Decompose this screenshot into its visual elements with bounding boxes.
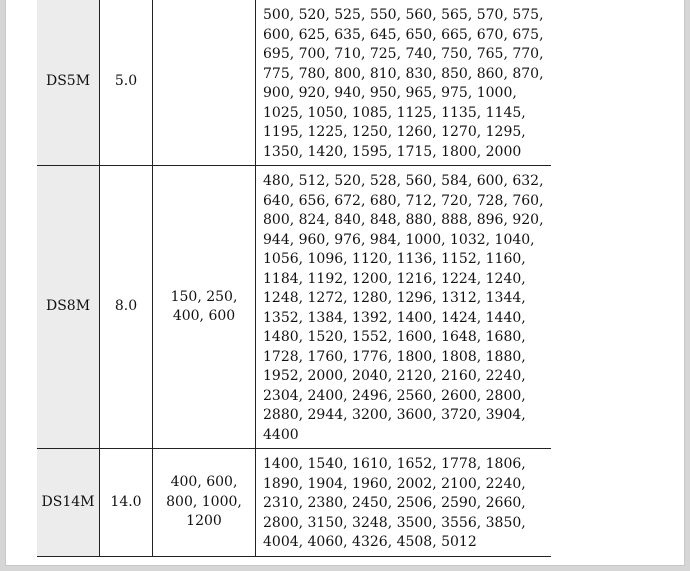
pitch-cell: 14.0 [100, 449, 153, 557]
width-cell: 400, 600, 800, 1000, 1200 [153, 449, 256, 557]
document-page [5, 0, 685, 566]
pitch-cell: 5.0 [100, 0, 153, 166]
table-row [37, 166, 551, 449]
lengths-cell: 500, 520, 525, 550, 560, 565, 570, 575, 600, 625, 635, 645, 650, 665, 670, 675, 695, 700, 710, 725, 740, 750, 765, 770, 775, 780, 800, 810, 830, 850, 860, 870, 900, 920, 940, 950, 965, 975, 1000, 1025, 1050, 1085, 1125, 1135, 1145, 1195, 1225, 1250, 1260, 1270, 1295, 1350, 1420, 1595, 1715, 1800, 2000 [256, 0, 552, 166]
lengths-cell: 480, 512, 520, 528, 560, 584, 600, 632, 640, 656, 672, 680, 712, 720, 728, 760, 800, 824, 840, 848, 880, 888, 896, 920, 944, 960, 976, 984, 1000, 1032, 1040, 1056, 1096, 1120, 1136, 1152, 1160, 1184, 1192, 1200, 1216, 1224, 1240, 1248, 1272, 1280, 1296, 1312, 1344, 1352, 1384, 1392, 1400, 1424, 1440, 1480, 1520, 1552, 1600, 1648, 1680, 1728, 1760, 1776, 1800, 1808, 1880, 1952, 2000, 2040, 2120, 2160, 2240, 2304, 2400, 2496, 2560, 2600, 2800, 2880, 2944, 3200, 3600, 3720, 3904, 4400 [256, 166, 552, 449]
belt-type-cell: DS14M [37, 449, 100, 557]
table-row [37, 449, 551, 557]
table-row [37, 0, 551, 166]
belt-type-cell: DS5M [37, 0, 100, 166]
belt-spec-table [37, 0, 551, 557]
width-cell [153, 0, 256, 166]
lengths-cell: 1400, 1540, 1610, 1652, 1778, 1806, 1890, 1904, 1960, 2002, 2100, 2240, 2310, 2380, 2450, 2506, 2590, 2660, 2800, 3150, 3248, 3500, 3556, 3850, 4004, 4060, 4326, 4508, 5012 [256, 449, 552, 557]
pitch-cell: 8.0 [100, 166, 153, 449]
width-cell: 150, 250, 400, 600 [153, 166, 256, 449]
belt-type-cell: DS8M [37, 166, 100, 449]
